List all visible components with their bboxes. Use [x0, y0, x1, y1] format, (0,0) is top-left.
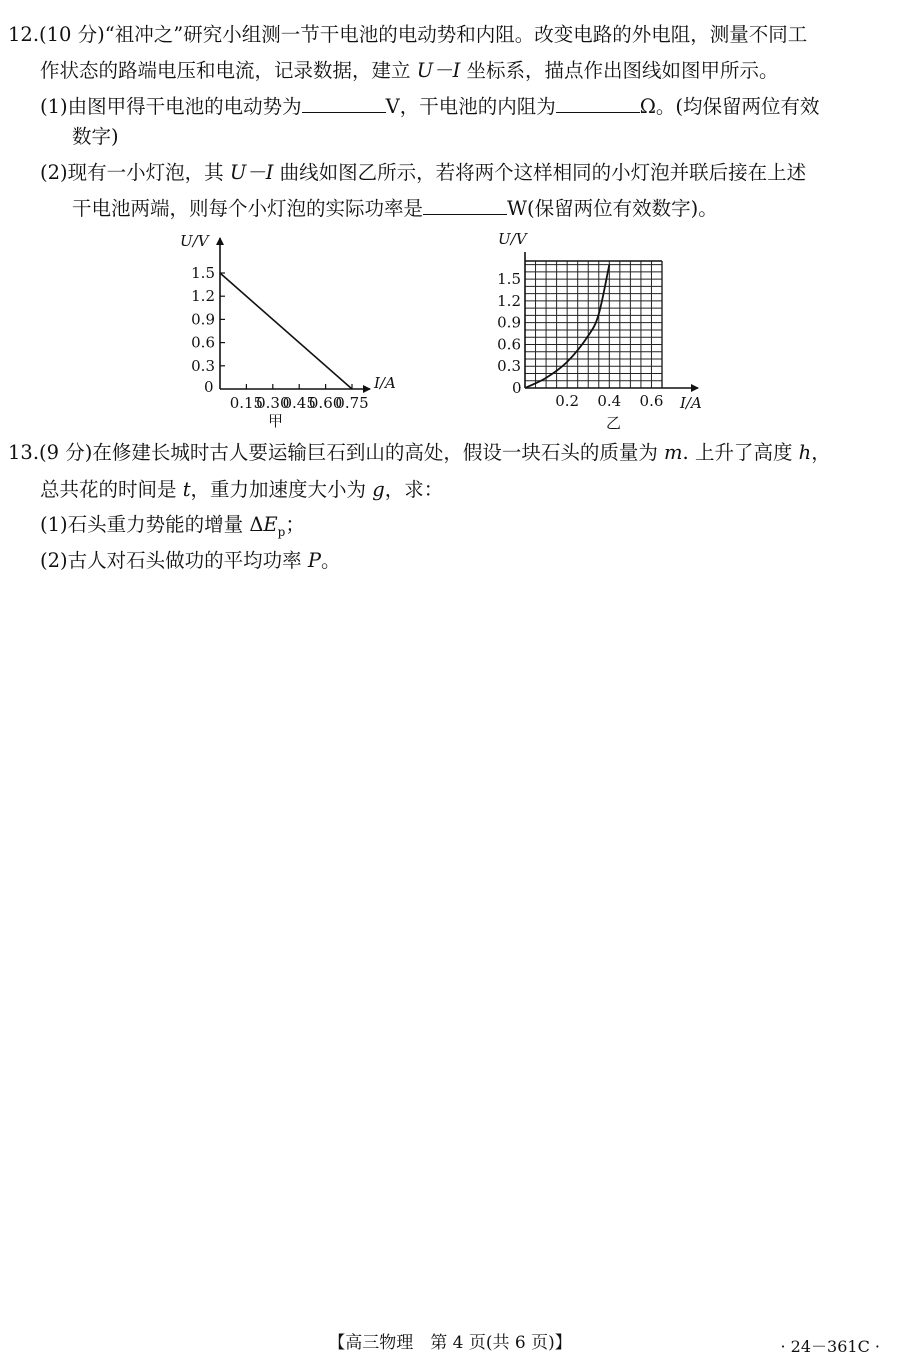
- q12-p1-a3: Ω。(均保留两位有效: [639, 95, 820, 118]
- q12-line-1: [8, 22, 807, 48]
- x-tick-label: 0.15: [229, 394, 264, 412]
- page-footer: 【高三物理 第 4 页(共 6 页)】: [328, 1333, 572, 1353]
- y-tick-label: 1.2: [497, 291, 521, 310]
- y-tick-label: 0.3: [191, 356, 215, 375]
- q13-number: 13.: [8, 441, 40, 464]
- q13-line-1: [8, 440, 831, 466]
- q13-p2-b: 。: [320, 549, 341, 572]
- x-axis-label: I/A: [680, 394, 702, 412]
- answer-blank-power[interactable]: [423, 196, 507, 215]
- x-tick-label: 0.6: [639, 392, 664, 410]
- y-axis-label: U/V: [180, 232, 209, 250]
- var-g: g: [372, 478, 385, 501]
- chart-jia: [170, 222, 410, 434]
- y-tick-label: 0.3: [497, 357, 521, 376]
- var-E: E: [263, 513, 278, 536]
- q12-part1-line-2: [72, 124, 119, 150]
- q12-points: (10 分): [39, 23, 105, 46]
- y-tick-label: 1.5: [497, 270, 521, 289]
- q12-p1-b: 数字): [72, 125, 119, 148]
- q12-stem-var: U－I: [416, 59, 461, 82]
- y-tick-label: 0.9: [191, 310, 215, 329]
- x-tick-label: 0.45: [282, 394, 316, 412]
- answer-blank-resistance[interactable]: [556, 94, 640, 113]
- var-m: m: [664, 441, 683, 464]
- y-axis-label: U/V: [498, 230, 527, 248]
- q12-stem-a: “祖冲之”研究小组测一节干电池的电动势和内阻。改变电路的外电阻，测量不同工: [104, 23, 808, 46]
- y-tick-label: 1.5: [191, 264, 215, 282]
- q13-part1: [40, 512, 305, 545]
- q12-p2-b2: W(保留两位有效数字)。: [507, 197, 718, 220]
- q13-p1-b: ；: [285, 513, 305, 536]
- var-p-subscript: p: [277, 524, 286, 539]
- q12-p2-var: U－I: [229, 161, 274, 184]
- q13-line1-c: ，: [811, 441, 831, 464]
- q13-line2-b: ，重力加速度大小为: [190, 478, 373, 501]
- y-tick-label: 0.9: [497, 313, 521, 332]
- y-tick-label: 1.2: [191, 287, 215, 306]
- q13-p2-a: (2)古人对石头做功的平均功率: [40, 549, 308, 572]
- q13-part2: [40, 548, 340, 574]
- origin-label: 0: [512, 379, 522, 397]
- origin-label: 0: [204, 378, 214, 396]
- q12-p2-a1: (2)现有一小灯泡，其: [40, 161, 230, 184]
- q12-p1-a2: V，干电池的内阻为: [385, 95, 556, 118]
- chart-caption: 甲: [268, 412, 284, 430]
- x-tick-label: 0.30: [256, 394, 290, 412]
- x-tick-label: 0.60: [308, 394, 343, 412]
- q13-line1-a: 在修建长城时古人要运输巨石到山的高处，假设一块石头的质量为: [92, 441, 665, 464]
- q12-p2-a2: 曲线如图乙所示，若将两个这样相同的小灯泡并联后接在上述: [273, 161, 807, 184]
- y-tick-label: 0.6: [191, 333, 215, 352]
- var-t: t: [182, 478, 191, 501]
- q13-line2-c: ，求：: [384, 478, 444, 501]
- q13-line1-b: . 上升了高度: [682, 441, 799, 464]
- chart-caption: 乙: [606, 414, 622, 432]
- x-tick-label: 0.4: [597, 392, 622, 410]
- q13-line2-a: 总共花的时间是: [40, 478, 183, 501]
- q12-p2-b1: 干电池两端，则每个小灯泡的实际功率是: [72, 197, 424, 220]
- var-h: h: [798, 441, 812, 464]
- q12-stem-b2: 坐标系，描点作出图线如图甲所示。: [460, 59, 779, 82]
- q13-line-2: [40, 477, 443, 503]
- q12-number: 12.: [8, 23, 40, 46]
- q12-stem-b1: 作状态的路端电压和电流，记录数据，建立: [40, 59, 417, 82]
- y-tick-label: 0.6: [497, 335, 521, 354]
- answer-blank-emf[interactable]: [302, 94, 386, 113]
- series-line: [220, 273, 352, 389]
- chart-yi: [478, 222, 738, 434]
- q12-part2-line-2: [72, 196, 718, 222]
- q12-part2-line-1: [40, 160, 806, 186]
- var-P: P: [307, 549, 321, 572]
- exam-code: · 24－361C ·: [780, 1337, 880, 1356]
- q12-p1-a1: (1)由图甲得干电池的电动势为: [40, 95, 302, 118]
- x-axis-label: I/A: [374, 374, 396, 392]
- q12-line-2: [40, 58, 779, 84]
- q13-points: (9 分): [39, 441, 93, 464]
- q12-part1-line-1: [40, 94, 820, 120]
- q13-p1-a: (1)石头重力势能的增量 Δ: [40, 513, 264, 536]
- x-tick-label: 0.75: [335, 394, 369, 412]
- x-tick-label: 0.2: [555, 392, 580, 410]
